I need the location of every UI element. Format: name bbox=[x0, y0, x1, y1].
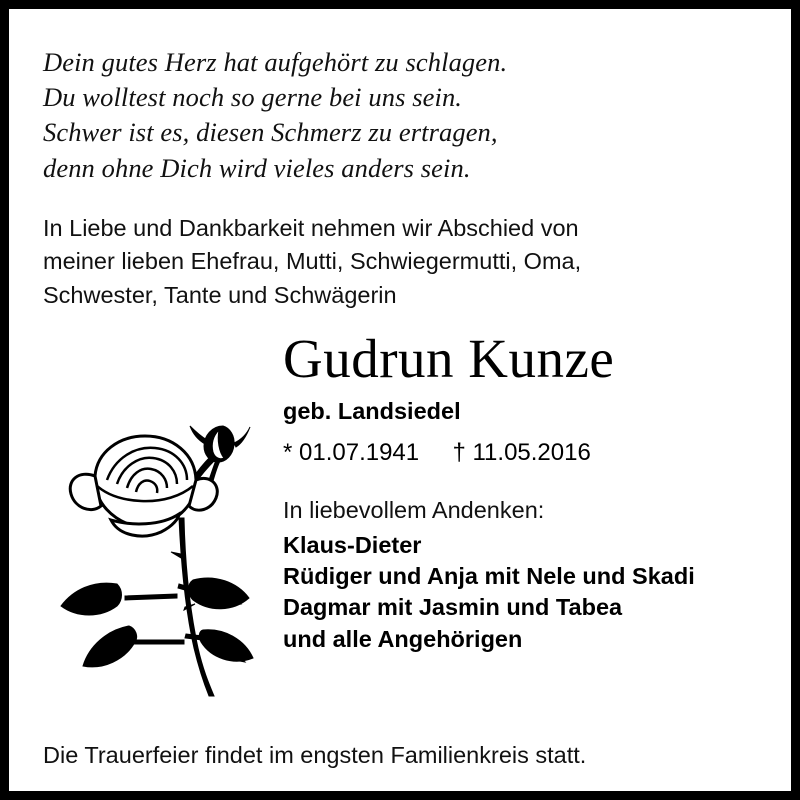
intro-line-1: In Liebe und Dankbarkeit nehmen wir Abschied von bbox=[43, 214, 579, 241]
notice-body bbox=[43, 330, 757, 698]
list-item: Rüdiger und Anja mit Nele und Skadi bbox=[283, 563, 695, 590]
introduction-text bbox=[43, 212, 757, 312]
list-item: Dagmar mit Jasmin und Tabea bbox=[283, 594, 623, 621]
memory-label: In liebevollem Andenken: bbox=[283, 496, 545, 523]
memorial-poem bbox=[43, 45, 757, 186]
deceased-name: Gudrun Kunze bbox=[283, 328, 615, 390]
deceased-block bbox=[283, 330, 757, 655]
poem-line-1: Dein gutes Herz hat aufgehört zu schlagen. bbox=[43, 47, 508, 77]
list-item: Klaus-Dieter bbox=[283, 531, 422, 558]
deceased-dates: * 01.07.1941 † 11.05.2016 bbox=[283, 438, 591, 466]
funeral-note: Die Trauerfeier findet im engsten Familienkreis statt. bbox=[43, 742, 587, 768]
deceased-maiden-name: geb. Landsiedel bbox=[283, 397, 461, 424]
intro-line-2: meiner lieben Ehefrau, Mutti, Schwiegermutti, Oma, bbox=[43, 248, 582, 275]
poem-line-3: Schwer ist es, diesen Schmerz zu ertragen, bbox=[43, 117, 498, 148]
mourners-list bbox=[283, 530, 757, 655]
list-item: und alle Angehörigen bbox=[283, 625, 523, 652]
poem-line-4: denn ohne Dich wird vieles anders sein. bbox=[43, 152, 471, 183]
poem-line-2: Du wolltest noch so gerne bei uns sein. bbox=[43, 82, 463, 113]
rose-illustration-icon bbox=[53, 348, 258, 698]
intro-line-3: Schwester, Tante und Schwägerin bbox=[43, 281, 397, 308]
